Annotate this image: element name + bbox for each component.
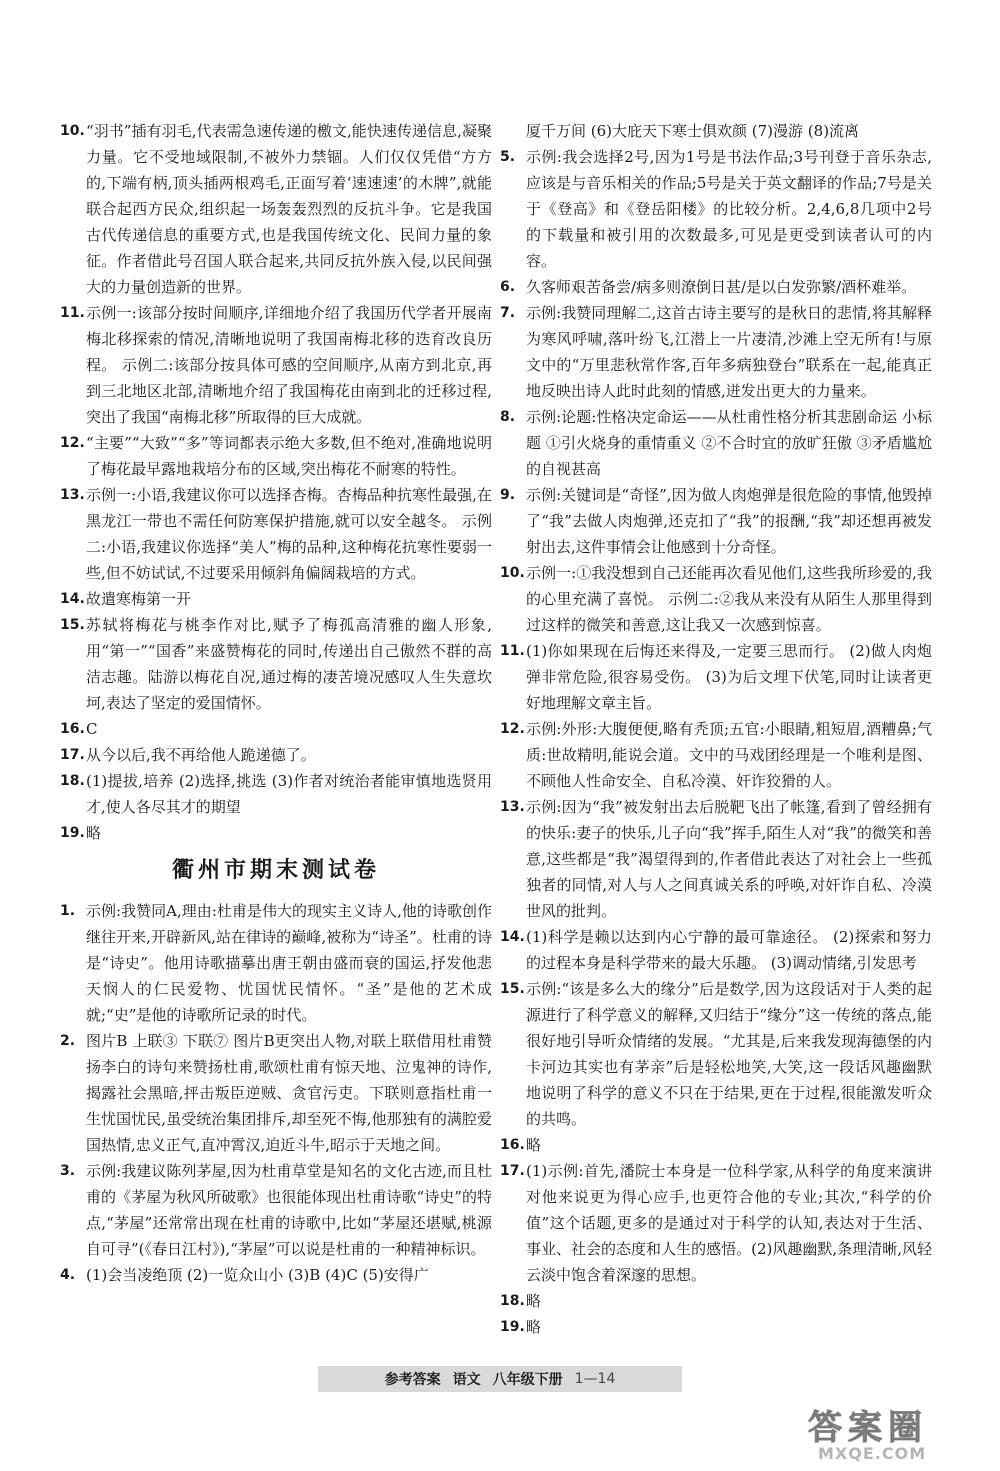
answer-number: 19. — [500, 1319, 525, 1335]
answer-item — [500, 1314, 932, 1340]
answer-item — [500, 404, 932, 482]
answer-item — [60, 1028, 492, 1158]
answer-text: 示例一:小语,我建议你可以选择杏梅。杏梅品种抗寒性最强,在黑龙江一带也不需任何防寒保护措施,就可以安全越冬。 示例二:小语,我建议你选择“美人”梅的品种,这种梅花抗寒性要弱一些,但不妨试试,不过要采用倾斜角偏阔栽培的方式。 — [86, 486, 492, 582]
answer-number: 18. — [500, 1293, 525, 1309]
watermark-logo-text: 答案圈 — [808, 1408, 928, 1448]
answer-text: C — [86, 720, 98, 738]
answer-text: “主要”“大致”“多”等词都表示绝大多数,但不绝对,准确地说明了梅花最早露地栽培分布的区域,突出梅花不耐寒的特性。 — [86, 434, 492, 478]
answer-text: 示例:外形:大腹便便,略有秃顶;五官:小眼睛,粗短眉,酒糟鼻;气质:世故精明,能说会道。文中的马戏团经理是一个唯利是图、不顾他人性命安全、自私冷漠、奸诈狡猾的人。 — [526, 720, 932, 790]
answer-item — [60, 1158, 492, 1262]
answer-number: 11. — [500, 643, 525, 659]
answer-item — [60, 482, 492, 586]
answer-number: 12. — [60, 435, 85, 451]
answer-number: 14. — [500, 929, 525, 945]
answer-text: 略 — [526, 1292, 542, 1310]
answer-item — [60, 716, 492, 742]
answer-text: 示例:关键词是“奇怪”,因为做人肉炮弹是很危险的事情,他毁掉了“我”去做人肉炮弹,还克扣了“我”的报酬,“我”却还想再被发射出去,这件事情会让他感到十分奇怪。 — [526, 486, 932, 556]
answer-number: 10. — [500, 565, 525, 581]
answer-item — [500, 144, 932, 274]
answer-text: 略 — [526, 1136, 542, 1154]
answer-item — [500, 300, 932, 404]
footer-grade: 八年级下册 — [492, 1372, 563, 1388]
answer-item — [60, 820, 492, 846]
answer-item — [60, 768, 492, 820]
answer-text: 示例一:该部分按时间顺序,详细地介绍了我国历代学者开展南梅北移探索的情况,清晰地说明了我国南梅北移的迭育改良历程。 示例二:该部分按具体可感的空间顺序,从南方到北京,再到三北地区北部,清晰地介绍了我国梅花由南到北的迁移过程,突出了我国“南梅北移”所取得的巨大成就。 — [86, 304, 492, 426]
answer-number: 15. — [500, 981, 525, 997]
answer-item — [500, 1132, 932, 1158]
answer-number: 13. — [500, 799, 525, 815]
answer-number: 7. — [500, 305, 516, 321]
answer-number: 1. — [60, 903, 76, 919]
answer-item — [60, 586, 492, 612]
answer-text: 略 — [86, 824, 102, 842]
answer-text: “羽书”插有羽毛,代表需急速传递的檄文,能快速传递信息,凝聚力量。它不受地域限制,不被外力禁锢。人们仅仅凭借“方方的,下端有柄,顶头插两根鸡毛,正面写着‘速速速’的木牌”,就能联合起西方民众,组织起一场轰轰烈烈的反抗斗争。它是我国古代传递信息的重要方式,也是我国传统文化、民间力量的象征。作者借此号召国人联合起来,共同反抗外族入侵,以民间强大的力量创造新的世界。 — [86, 122, 492, 296]
answer-text: (1)会当凌绝顶 (2)一览众山小 (3)B (4)C (5)安得广 — [86, 1266, 429, 1284]
answer-number: 15. — [60, 617, 85, 633]
answer-item — [60, 612, 492, 716]
answer-item — [500, 638, 932, 716]
answer-number: 4. — [60, 1267, 76, 1283]
answer-item — [60, 430, 492, 482]
answer-number: 11. — [60, 305, 85, 321]
answer-number: 16. — [60, 721, 85, 737]
answer-number: 5. — [500, 149, 516, 165]
watermark-url: MXQE.COM — [818, 1444, 927, 1463]
watermark-logo — [782, 1400, 982, 1466]
answer-item — [60, 898, 492, 1028]
answer-number: 18. — [60, 773, 85, 789]
answer-item — [500, 716, 932, 794]
answer-number: 10. — [60, 123, 85, 139]
answer-item — [60, 1262, 492, 1288]
answer-text: 示例一:①我没想到自己还能再次看见他们,这些我所珍爱的,我的心里充满了喜悦。 示例二:②我从来没有从陌生人那里得到过这样的微笑和善意,这让我又一次感到惊喜。 — [526, 564, 932, 634]
answer-text: 示例:“该是多么大的缘分”后是数学,因为这段话对于人类的起源进行了科学意义的解释,又归结于“缘分”这一传统的落点,能很好地引导听众情绪的发展。“尤其是,后来我发现海德堡的内卡河边其实也有茅亲”后是轻松地笑,大笑,这一段话风趣幽默地说明了科学的意义不只在于结果,更在于过程,很能激发听众的共鸣。 — [526, 980, 932, 1128]
left-answer-list — [60, 118, 492, 846]
answer-number: 17. — [60, 747, 85, 763]
answer-number: 16. — [500, 1137, 525, 1153]
answer-number: 14. — [60, 591, 85, 607]
answer-text: 示例:我赞同理解二,这首古诗主要写的是秋日的悲情,将其解释为寒风呼啸,落叶纷飞,江潜上一片凄清,沙滩上空无所有!与原文中的“万里悲秋常作客,百年多病独登台”联系在一起,能真正地反映出诗人此时此刻的情感,迸发出更大的力量来。 — [526, 304, 932, 400]
right-column — [500, 118, 932, 1340]
answer-text: (1)提拔,培养 (2)选择,挑选 (3)作者对统治者能审慎地选贤用才,使人各尽其才的期望 — [86, 772, 492, 816]
answer-text: 示例:因为“我”被发射出去后脱靶飞出了帐篷,看到了曾经拥有的快乐:妻子的快乐,儿子向“我”挥手,陌生人对“我”的微笑和善意,这些都是“我”渴望得到的,作者借此表达了对社会上一些孤独者的同情,对人与人之间真诚关系的呼唤,对奸诈自私、冷漠世风的批判。 — [526, 798, 932, 920]
answer-item — [500, 794, 932, 924]
answer-text: 图片B 上联③ 下联⑦ 图片B更突出人物,对联上联借用杜甫赞扬李白的诗句来赞扬杜甫,歌颂杜甫有惊天地、泣鬼神的诗作,揭露社会黑暗,抨击叛臣逆贼、贪官污吏。下联则意指杜甫一生忧国忧民,虽受统治集团排斥,却至死不悔,他那独有的满腔爱国热情,忠义正气,直冲霄汉,迫近斗牛,昭示于天地之间。 — [86, 1032, 492, 1154]
answer-text: 略 — [526, 1318, 542, 1336]
answer-item — [60, 118, 492, 300]
answer-item — [500, 976, 932, 1132]
answer-item — [500, 274, 932, 300]
footer-page-number: 1—14 — [574, 1371, 616, 1387]
page-footer — [318, 1366, 682, 1392]
answer-text: 示例:我建议陈列茅屋,因为杜甫草堂是知名的文化古迹,而且杜甫的《茅屋为秋风所破歌》也很能体现出杜甫诗歌“诗史”的特点,“茅屋”还常常出现在杜甫的诗歌中,比如“茅屋还堪赋,桃源自可寻”(《春日江村》),“茅屋”可以说是杜甫的一种精神标识。 — [86, 1162, 492, 1258]
section-title: 衢州市期末测试卷 — [171, 858, 380, 883]
left-column — [60, 118, 492, 1288]
answer-number: 13. — [60, 487, 85, 503]
answer-number: 6. — [500, 279, 516, 295]
answer-text: (1)你如果现在后悔还来得及,一定要三思而行。 (2)做人肉炮弹非常危险,很容易受伤。 (3)为后文埋下伏笔,同时让读者更好地理解文章主旨。 — [526, 642, 932, 712]
answer-text: 示例:我会选择2号,因为1号是书法作品;3号刊登于音乐杂志,应该是与音乐相关的作品;5号是关于英文翻译的作品;7号是关于《登高》和《登岳阳楼》的比较分析。2,4,6,8几项中2号的下载量和被引用的次数最多,可见是更受到读者认可的内容。 — [526, 148, 932, 270]
answer-text: 故遣寒梅第一开 — [86, 590, 192, 608]
answer-number: 17. — [500, 1163, 525, 1179]
answer-item — [60, 300, 492, 430]
answer-text: (1)科学是赖以达到内心宁静的最可靠途径。 (2)探索和努力的过程本身是科学带来的最大乐趣。 (3)调动情绪,引发思考 — [526, 928, 933, 972]
answer-text: 示例:论题:性格决定命运——从杜甫性格分析其悲剧命运 小标题 ①引火烧身的重情重义 ②不合时宜的放旷狂傲 ③矛盾尴尬的自视甚高 — [526, 408, 932, 478]
footer-subject: 语文 — [452, 1372, 481, 1388]
answer-text: 久客师艰苦备尝/病多则潦倒日甚/是以白发弥繁/酒杯难举。 — [526, 278, 917, 296]
answer-item — [500, 1288, 932, 1314]
answer-number: 3. — [60, 1163, 76, 1179]
answer-number: 8. — [500, 409, 516, 425]
answer-number: 19. — [60, 825, 85, 841]
answer-item — [60, 742, 492, 768]
answer-text: 从今以后,我不再给他人跪递德了。 — [86, 746, 316, 764]
answer-item — [500, 924, 932, 976]
left-answer-list-2 — [60, 898, 492, 1288]
answer-item — [500, 482, 932, 560]
right-answer-list — [500, 144, 932, 1340]
continued-answer-line: 厦千万间 (6)大庇天下寒士俱欢颜 (7)漫游 (8)流离 — [526, 122, 860, 140]
answer-item — [500, 560, 932, 638]
answer-item — [500, 1158, 932, 1288]
answer-text: 示例:我赞同A,理由:杜甫是伟大的现实主义诗人,他的诗歌创作继往开来,开辟新风,站在律诗的巅峰,被称为“诗圣”。杜甫的诗是“诗史”。他用诗歌描摹出唐王朝由盛而衰的国运,抒发他悲天悯人的仁民爱物、忧国忧民情怀。“圣”是他的艺术成就;“史”是他的诗歌所记录的时代。 — [86, 902, 492, 1024]
answer-text: 苏轼将梅花与桃李作对比,赋予了梅孤高清雅的幽人形象,用“第一”“国香”来盛赞梅花的同时,传递出自己傲然不群的高洁志趣。陆游以梅花自况,通过梅的凄苦境况感叹人生失意坎坷,表达了坚定的爱国情怀。 — [86, 616, 492, 712]
answer-text: (1)示例:首先,潘院士本身是一位科学家,从科学的角度来演讲对他来说更为得心应手,也更符合他的专业;其次,“科学的价值”这个话题,更多的是通过对于科学的认知,表达对于生活、事业、社会的态度和人生的感悟。(2)风趣幽默,条理清晰,风轻云淡中饱含着深邃的思想。 — [526, 1162, 932, 1284]
answer-number: 12. — [500, 721, 525, 737]
answer-number: 2. — [60, 1033, 76, 1049]
footer-label: 参考答案 — [384, 1372, 441, 1388]
answer-number: 9. — [500, 487, 516, 503]
